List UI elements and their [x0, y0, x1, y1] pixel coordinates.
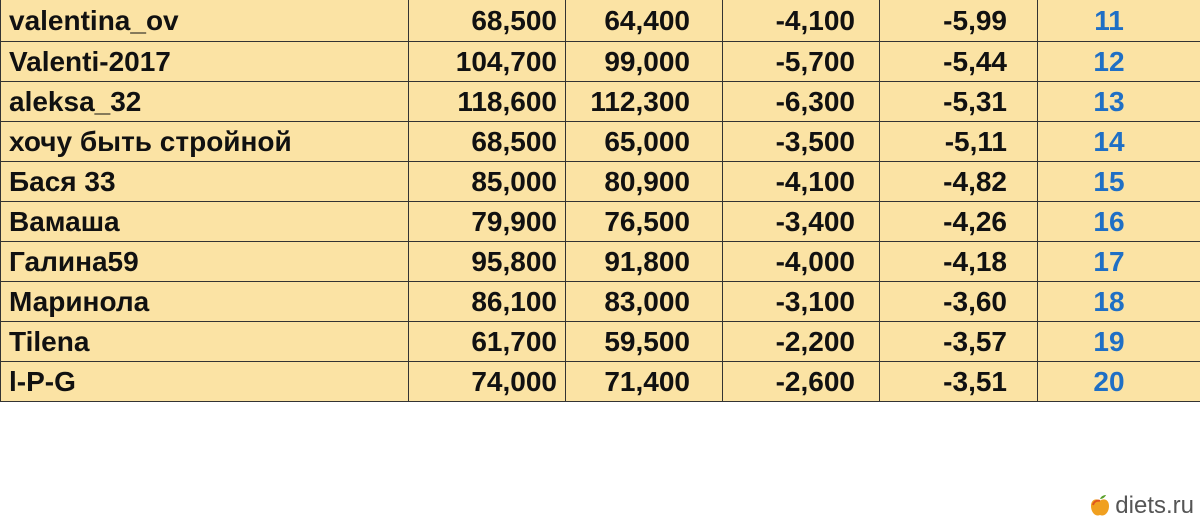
table-row [1, 162, 1200, 202]
rank-cell[interactable]: 11 [1038, 0, 1200, 42]
rank-cell[interactable]: 20 [1038, 362, 1200, 402]
table-row [1, 362, 1200, 402]
table-row [1, 0, 1200, 42]
weight-change-cell[interactable]: -5,700 [723, 42, 880, 82]
participant-name-cell[interactable]: valentina_ov [1, 0, 409, 42]
weight-change-cell[interactable]: -4,000 [723, 242, 880, 282]
current-weight-cell[interactable]: 80,900 [566, 162, 723, 202]
percent-change-cell[interactable]: -4,26 [880, 202, 1038, 242]
rank-cell[interactable]: 15 [1038, 162, 1200, 202]
weight-change-cell[interactable]: -2,600 [723, 362, 880, 402]
rank-cell[interactable]: 13 [1038, 82, 1200, 122]
start-weight-cell[interactable]: 68,500 [409, 122, 566, 162]
table-row [1, 82, 1200, 122]
participant-name-cell[interactable]: хочу быть стройной [1, 122, 409, 162]
table-row [1, 282, 1200, 322]
start-weight-cell[interactable]: 74,000 [409, 362, 566, 402]
weight-change-cell[interactable]: -4,100 [723, 0, 880, 42]
current-weight-cell[interactable]: 76,500 [566, 202, 723, 242]
watermark-text: diets.ru [1115, 492, 1194, 519]
weight-change-cell[interactable]: -2,200 [723, 322, 880, 362]
current-weight-cell[interactable]: 59,500 [566, 322, 723, 362]
percent-change-cell[interactable]: -3,57 [880, 322, 1038, 362]
rank-cell[interactable]: 12 [1038, 42, 1200, 82]
percent-change-cell[interactable]: -5,11 [880, 122, 1038, 162]
percent-change-cell[interactable]: -4,18 [880, 242, 1038, 282]
rank-cell[interactable]: 16 [1038, 202, 1200, 242]
participant-name-cell[interactable]: l-P-G [1, 362, 409, 402]
weight-change-cell[interactable]: -4,100 [723, 162, 880, 202]
table-body [1, 0, 1200, 402]
participant-name-cell[interactable]: aleksa_32 [1, 82, 409, 122]
percent-change-cell[interactable]: -5,99 [880, 0, 1038, 42]
current-weight-cell[interactable]: 83,000 [566, 282, 723, 322]
current-weight-cell[interactable]: 65,000 [566, 122, 723, 162]
participant-name-cell[interactable]: Галина59 [1, 242, 409, 282]
table-row [1, 122, 1200, 162]
participant-name-cell[interactable]: Valenti-2017 [1, 42, 409, 82]
participant-name-cell[interactable]: Вамаша [1, 202, 409, 242]
participant-name-cell[interactable]: Маринола [1, 282, 409, 322]
rank-cell[interactable]: 14 [1038, 122, 1200, 162]
current-weight-cell[interactable]: 99,000 [566, 42, 723, 82]
weight-change-cell[interactable]: -3,100 [723, 282, 880, 322]
weight-change-cell[interactable]: -3,400 [723, 202, 880, 242]
start-weight-cell[interactable]: 61,700 [409, 322, 566, 362]
table-row [1, 242, 1200, 282]
participant-name-cell[interactable]: Tilena [1, 322, 409, 362]
current-weight-cell[interactable]: 91,800 [566, 242, 723, 282]
diets-ru-watermark [1089, 492, 1194, 520]
start-weight-cell[interactable]: 86,100 [409, 282, 566, 322]
rank-cell[interactable]: 18 [1038, 282, 1200, 322]
participant-name-cell[interactable]: Бася 33 [1, 162, 409, 202]
start-weight-cell[interactable]: 118,600 [409, 82, 566, 122]
start-weight-cell[interactable]: 104,700 [409, 42, 566, 82]
current-weight-cell[interactable]: 64,400 [566, 0, 723, 42]
current-weight-cell[interactable]: 71,400 [566, 362, 723, 402]
start-weight-cell[interactable]: 68,500 [409, 0, 566, 42]
table-row [1, 202, 1200, 242]
weight-change-cell[interactable]: -3,500 [723, 122, 880, 162]
percent-change-cell[interactable]: -4,82 [880, 162, 1038, 202]
start-weight-cell[interactable]: 79,900 [409, 202, 566, 242]
apple-icon [1089, 494, 1111, 518]
percent-change-cell[interactable]: -5,31 [880, 82, 1038, 122]
table-row [1, 42, 1200, 82]
start-weight-cell[interactable]: 95,800 [409, 242, 566, 282]
rank-cell[interactable]: 17 [1038, 242, 1200, 282]
percent-change-cell[interactable]: -3,51 [880, 362, 1038, 402]
weight-change-cell[interactable]: -6,300 [723, 82, 880, 122]
start-weight-cell[interactable]: 85,000 [409, 162, 566, 202]
percent-change-cell[interactable]: -3,60 [880, 282, 1038, 322]
current-weight-cell[interactable]: 112,300 [566, 82, 723, 122]
percent-change-cell[interactable]: -5,44 [880, 42, 1038, 82]
table-row [1, 322, 1200, 362]
rank-cell[interactable]: 19 [1038, 322, 1200, 362]
